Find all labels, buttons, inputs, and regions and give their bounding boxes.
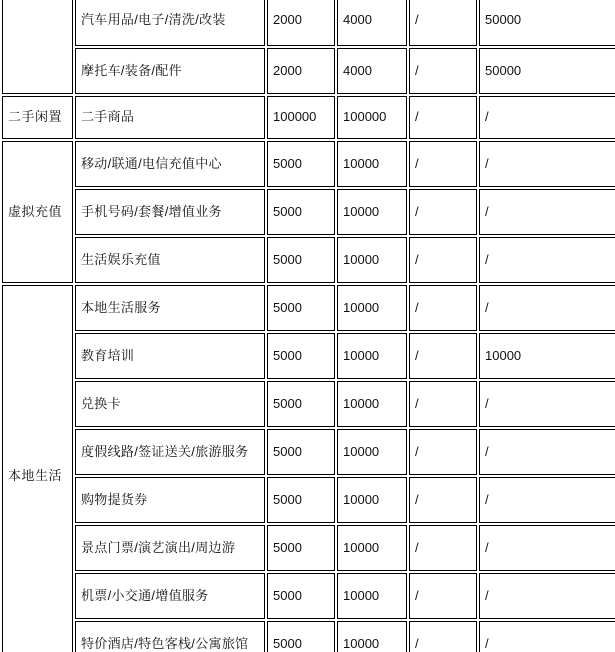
value-cell-1: 5000 [267, 285, 335, 331]
value-cell-2: 10000 [337, 429, 407, 475]
value-cell-2: 10000 [337, 573, 407, 619]
value-cell-2: 10000 [337, 141, 407, 187]
category-cell: 本地生活 [2, 285, 73, 652]
table-row [2, 621, 615, 652]
value-cell-1: 5000 [267, 381, 335, 427]
subcategory-cell: 移动/联通/电信充值中心 [75, 141, 265, 187]
subcategory-cell: 本地生活服务 [75, 285, 265, 331]
value-cell-2: 10000 [337, 237, 407, 283]
table-row [2, 477, 615, 523]
subcategory-cell: 二手商品 [75, 96, 265, 139]
value-cell-1: 2000 [267, 48, 335, 94]
category-cell: 虚拟充值 [2, 141, 73, 283]
subcategory-cell: 生活娱乐充值 [75, 237, 265, 283]
table-row [2, 429, 615, 475]
subcategory-cell: 兑换卡 [75, 381, 265, 427]
category-cell: 二手闲置 [2, 96, 73, 139]
value-cell-2: 4000 [337, 0, 407, 46]
table-row [2, 0, 615, 46]
value-cell-1: 2000 [267, 0, 335, 46]
value-cell-4: 10000 [479, 333, 615, 379]
value-cell-4: / [479, 237, 615, 283]
table-row [2, 48, 615, 94]
category-cell-clipped [2, 0, 73, 94]
table-row [2, 189, 615, 235]
subcategory-cell: 度假线路/签证送关/旅游服务 [75, 429, 265, 475]
subcategory-cell: 汽车用品/电子/清洗/改装 [75, 0, 265, 46]
value-cell-2: 100000 [337, 96, 407, 139]
table-row [2, 573, 615, 619]
subcategory-cell: 购物提货券 [75, 477, 265, 523]
table-row [2, 525, 615, 571]
subcategory-cell: 摩托车/装备/配件 [75, 48, 265, 94]
value-cell-3: / [409, 381, 477, 427]
subcategory-cell: 教育培训 [75, 333, 265, 379]
value-cell-3: / [409, 621, 477, 652]
value-cell-3: / [409, 333, 477, 379]
table-row [2, 96, 615, 139]
value-cell-4: 50000 [479, 48, 615, 94]
value-cell-2: 10000 [337, 381, 407, 427]
value-cell-2: 10000 [337, 333, 407, 379]
value-cell-4: / [479, 381, 615, 427]
value-cell-1: 5000 [267, 525, 335, 571]
value-cell-2: 10000 [337, 477, 407, 523]
value-cell-4: 50000 [479, 0, 615, 46]
value-cell-3: / [409, 525, 477, 571]
value-cell-3: / [409, 285, 477, 331]
subcategory-cell: 手机号码/套餐/增值业务 [75, 189, 265, 235]
value-cell-2: 10000 [337, 621, 407, 652]
value-cell-3: / [409, 96, 477, 139]
value-cell-1: 100000 [267, 96, 335, 139]
value-cell-4: / [479, 525, 615, 571]
subcategory-cell: 机票/小交通/增值服务 [75, 573, 265, 619]
value-cell-3: / [409, 237, 477, 283]
value-cell-1: 5000 [267, 141, 335, 187]
value-cell-4: / [479, 621, 615, 652]
value-cell-4: / [479, 429, 615, 475]
value-cell-4: / [479, 285, 615, 331]
value-cell-3: / [409, 429, 477, 475]
table-row [2, 237, 615, 283]
value-cell-4: / [479, 141, 615, 187]
table-row [2, 141, 615, 187]
value-cell-4: / [479, 189, 615, 235]
value-cell-1: 5000 [267, 333, 335, 379]
table-row [2, 381, 615, 427]
value-cell-2: 10000 [337, 189, 407, 235]
value-cell-1: 5000 [267, 477, 335, 523]
value-cell-3: / [409, 189, 477, 235]
value-cell-4: / [479, 477, 615, 523]
subcategory-cell: 景点门票/演艺演出/周边游 [75, 525, 265, 571]
value-cell-3: / [409, 48, 477, 94]
value-cell-2: 4000 [337, 48, 407, 94]
value-cell-3: / [409, 141, 477, 187]
value-cell-1: 5000 [267, 573, 335, 619]
value-cell-3: / [409, 0, 477, 46]
table-body [2, 0, 615, 652]
value-cell-2: 10000 [337, 285, 407, 331]
table-row [2, 285, 615, 331]
subcategory-cell: 特价酒店/特色客栈/公寓旅馆 [75, 621, 265, 652]
value-cell-3: / [409, 477, 477, 523]
table-row [2, 333, 615, 379]
value-cell-1: 5000 [267, 237, 335, 283]
value-cell-1: 5000 [267, 429, 335, 475]
value-cell-1: 5000 [267, 621, 335, 652]
value-cell-2: 10000 [337, 525, 407, 571]
value-cell-4: / [479, 96, 615, 139]
value-cell-3: / [409, 573, 477, 619]
value-cell-1: 5000 [267, 189, 335, 235]
value-cell-4: / [479, 573, 615, 619]
